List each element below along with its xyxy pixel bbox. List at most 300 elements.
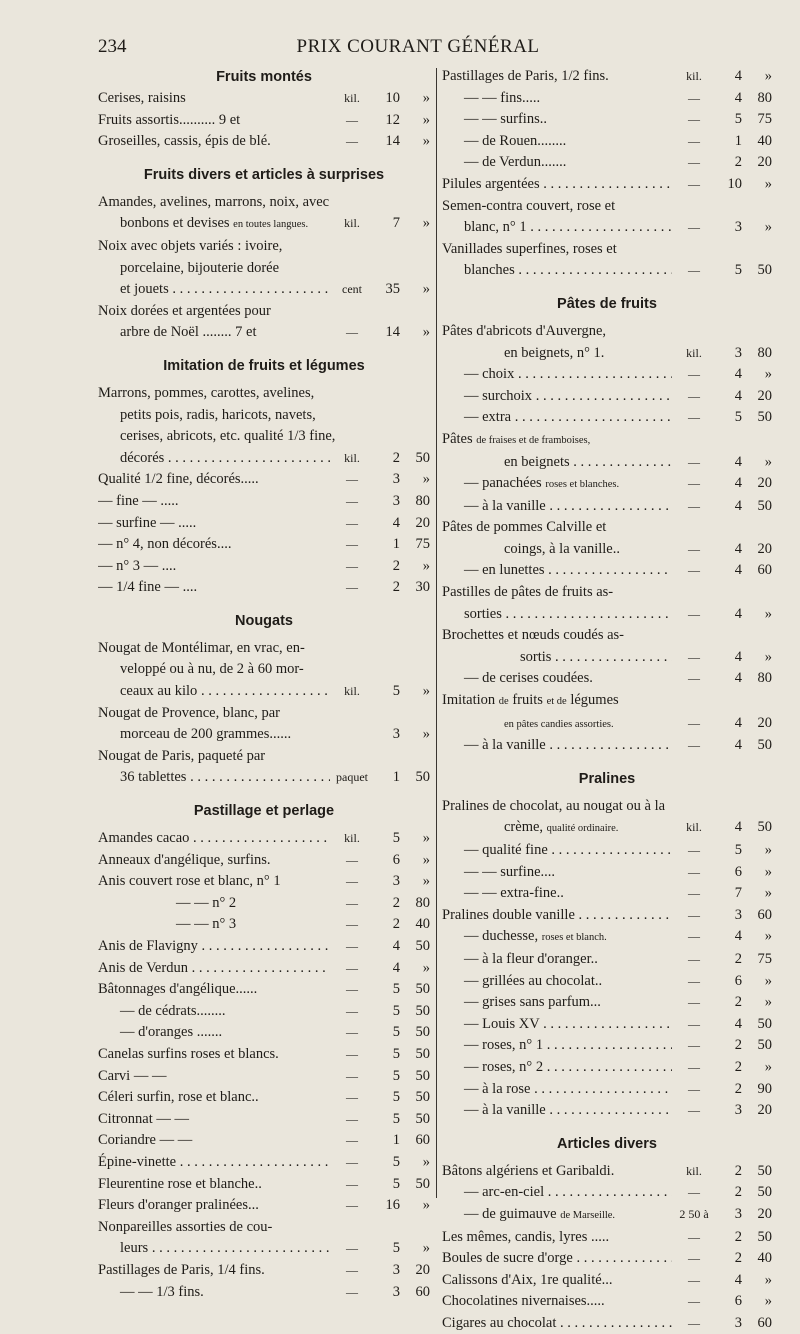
item-price: 60 (757, 562, 772, 579)
item-price: » (422, 873, 430, 890)
price-row (98, 1152, 430, 1174)
price-row (442, 949, 772, 971)
item-label: — — n° 2 (176, 894, 237, 911)
item-price: 75 (757, 111, 772, 128)
price-row (442, 88, 772, 110)
item-price: 4 (392, 959, 400, 976)
price-line: Pastilles de pâtes de fruits as- (442, 584, 614, 601)
item-label: — — n° 3 (176, 916, 237, 933)
item-label: — n° 3 — .... (98, 557, 177, 574)
item-price: 5 (392, 981, 400, 998)
item-label: Boules de sucre d'orge . . . (442, 1248, 672, 1270)
item-unit: — (346, 960, 358, 975)
item-price: 50 (757, 1184, 772, 1201)
item-unit: — (346, 939, 358, 953)
item-price: 50 (415, 1110, 430, 1127)
item-price: 4 (734, 737, 742, 754)
item-price: 2 (734, 1037, 742, 1054)
item-price: » (764, 842, 772, 858)
item-price: 50 (757, 497, 772, 514)
item-price: 3 (734, 906, 742, 923)
item-price: 2 (734, 1058, 742, 1075)
item-label: — surchoix . . . (442, 386, 672, 408)
item-label: Pastillages de Paris, 1/4 fins. (98, 1261, 265, 1278)
item-price: 4 (392, 938, 400, 954)
item-price: 7 (734, 885, 742, 902)
item-label: — — surfins.. (464, 111, 547, 128)
item-price: » (764, 1271, 772, 1288)
item-price: 4 (734, 387, 742, 404)
price-line: Brochettes et nœuds coudés as- (442, 627, 625, 644)
item-price: 5 (734, 842, 742, 858)
item-price: 20 (757, 387, 772, 404)
price-row (98, 828, 430, 850)
price-row (442, 1204, 772, 1227)
item-price: 50 (757, 1015, 772, 1032)
price-row (98, 1238, 430, 1260)
item-unit: — (688, 951, 700, 966)
item-price: » (422, 111, 430, 128)
item-unit: — (688, 155, 700, 170)
item-label: — Louis XV . . . (442, 1014, 672, 1036)
item-price: 50 (757, 1228, 772, 1245)
item-price: » (764, 68, 772, 84)
item-price: 3 (392, 873, 400, 890)
item-price: 2 (392, 579, 400, 596)
item-price: 10 (727, 175, 742, 192)
item-label: — — extra-fine.. (464, 885, 564, 902)
item-label: — de guimauve de Marseille. (464, 1205, 616, 1222)
item-unit: 2 50 à (679, 1206, 709, 1221)
item-price: 2 (734, 1080, 742, 1097)
price-row (98, 534, 430, 556)
price-row (442, 174, 772, 196)
item-unit: — (346, 1262, 358, 1277)
item-price: 2 (734, 1250, 742, 1267)
item-label: — à la rose . . . (442, 1079, 672, 1101)
price-row (442, 407, 772, 429)
item-unit: — (688, 738, 700, 753)
item-price: 50 (415, 1045, 430, 1062)
page-number: 234 (98, 36, 127, 57)
price-row (98, 110, 430, 132)
item-unit: — (688, 671, 700, 686)
price-row (98, 1130, 430, 1152)
item-label: Cigares au chocolat . . . (442, 1313, 672, 1334)
item-unit: — (346, 982, 358, 997)
item-label: — roses, n° 2 . . . (442, 1057, 672, 1079)
rows-pastillage-2 (98, 1238, 430, 1303)
item-label: — grillées au chocolat.. (464, 972, 603, 989)
item-price: 60 (757, 906, 772, 923)
item-price: 5 (392, 1002, 400, 1019)
price-line: Noix dorées et argentées pour (98, 302, 271, 319)
price-row (442, 539, 772, 561)
price-row (442, 66, 772, 88)
item-unit: — (688, 563, 700, 578)
item-price: 2 (734, 950, 742, 967)
item-label: Bâtons algériens et Garibaldi. (442, 1162, 615, 1179)
item-price: 50 (415, 1089, 430, 1106)
item-price: 4 (734, 819, 742, 836)
item-price: 4 (734, 453, 742, 470)
item-price: 40 (757, 132, 772, 149)
item-price: 3 (392, 492, 400, 509)
item-price: 75 (415, 536, 430, 553)
item-price: 50 (415, 449, 430, 466)
price-line: Pâtes d'abricots d'Auvergne, (442, 322, 607, 339)
section-title-fruits-montes: Fruits montés (216, 69, 312, 85)
item-unit: — (346, 558, 358, 573)
item-price: 4 (734, 540, 742, 557)
section-title-pates: Pâtes de fruits (557, 295, 657, 312)
item-price: 12 (385, 111, 400, 128)
price-row (442, 1079, 772, 1101)
price-line: Marrons, pommes, carottes, avelines, (98, 384, 315, 401)
item-price: » (422, 133, 430, 150)
item-unit: — (346, 472, 358, 487)
price-line: Nonpareilles assorties de cou- (98, 1218, 273, 1235)
item-unit: — (688, 843, 700, 857)
item-label: Chocolatines nivernaises..... (442, 1293, 605, 1310)
price-row (442, 668, 772, 690)
price-row (442, 883, 772, 905)
item-label: décorés . . . (98, 448, 330, 470)
price-row (442, 452, 772, 474)
item-unit: — (688, 886, 700, 901)
price-row (98, 1087, 430, 1109)
price-row (442, 152, 772, 174)
item-price: 60 (415, 1283, 430, 1300)
item-price: 20 (757, 540, 772, 557)
item-unit: — (346, 1133, 358, 1148)
price-row: 36 tablettes . . . paquet 1 50 (98, 767, 430, 789)
item-price: 5 (392, 1240, 400, 1257)
item-price: » (422, 471, 430, 488)
price-row: sorties . . . — 4 » (442, 604, 772, 626)
price-line: Nougat de Provence, blanc, par (98, 704, 280, 721)
item-price: 20 (757, 714, 772, 731)
item-price: 2 (734, 1228, 742, 1245)
price-row (442, 386, 772, 408)
item-price: 80 (757, 344, 772, 361)
price-line: Pralines de chocolat, au nougat ou à la (442, 797, 666, 814)
item-label: — d'oranges ....... (120, 1024, 223, 1041)
section-title-imitation: Imitation de fruits et légumes (163, 357, 365, 374)
item-price: 5 (392, 830, 400, 847)
item-label: — à la vanille . . . (442, 735, 672, 757)
item-unit: — (346, 1284, 358, 1299)
item-price: 4 (734, 648, 742, 665)
item-price: 2 (734, 1162, 742, 1179)
item-label: sortis . . . (442, 647, 672, 669)
item-label: leurs . . . (98, 1238, 330, 1260)
item-unit: — (688, 498, 700, 513)
item-unit: — (688, 1081, 700, 1096)
item-price: » (422, 90, 430, 106)
item-price: » (422, 830, 430, 847)
item-price: 5 (734, 111, 742, 128)
item-price: 50 (415, 1002, 430, 1019)
item-price: 20 (415, 514, 430, 531)
price-row (442, 713, 772, 736)
item-price: 5 (392, 1153, 400, 1170)
item-unit: — (688, 410, 700, 425)
item-unit: — (688, 388, 700, 403)
item-price: » (764, 366, 772, 383)
price-line: Nougat de Montélimar, en vrac, en- (98, 639, 305, 656)
price-row (98, 448, 430, 470)
item-price: 5 (392, 1110, 400, 1127)
price-row (98, 1282, 430, 1304)
item-price: 40 (757, 1250, 772, 1267)
item-price: » (764, 175, 772, 192)
price-row (98, 469, 430, 491)
price-row (442, 364, 772, 386)
item-price: 2 (392, 916, 400, 933)
item-label: Cerises, raisins (98, 90, 186, 106)
item-unit: — (688, 1229, 700, 1244)
price-row (442, 343, 772, 365)
item-unit: — (688, 1059, 700, 1074)
item-price: 6 (392, 851, 400, 868)
price-row (98, 893, 430, 915)
item-unit: — (688, 649, 700, 664)
item-price: » (764, 1293, 772, 1310)
price-row (98, 1174, 430, 1196)
rows-fruits-montes (98, 88, 430, 153)
price-row (98, 1260, 430, 1282)
price-row: arbre de Noël ........ 7 et — 14 » (120, 324, 430, 341)
item-label: Canelas surfins roses et blancs. (98, 1045, 279, 1062)
item-price: 50 (757, 819, 772, 836)
price-row (442, 817, 772, 840)
item-price: 3 (734, 1314, 742, 1331)
item-price: 60 (757, 1314, 772, 1331)
item-unit: — (688, 1272, 700, 1287)
item-price: 6 (734, 1293, 742, 1310)
item-price: 4 (734, 928, 742, 945)
price-row (98, 936, 430, 958)
item-label: Pralines double vanille . . . (442, 905, 672, 927)
item-unit: kil. (344, 91, 360, 105)
item-label: — extra . . . (442, 407, 672, 429)
item-price: 5 (392, 1024, 400, 1041)
price-row (442, 496, 772, 518)
item-price: 4 (734, 562, 742, 579)
item-unit: kil. (686, 345, 702, 360)
price-row (98, 491, 430, 513)
section-title-fruits-divers: Fruits divers et articles à surprises (143, 166, 385, 183)
item-price: 4 (734, 670, 742, 687)
price-row (442, 109, 772, 131)
item-price: » (764, 972, 772, 989)
price-line: Amandes, avelines, marrons, noix, avec (98, 193, 330, 210)
price-row (98, 131, 430, 153)
item-price: » (764, 928, 772, 945)
price-line: Pâtes de pommes Calville et (442, 519, 607, 536)
running-title: PRIX COURANT GÉNÉRAL (296, 36, 540, 57)
price-row (442, 647, 772, 669)
item-unit: — (688, 1016, 700, 1031)
item-unit: — (688, 1294, 700, 1309)
item-unit: — (346, 134, 358, 149)
item-unit: — (346, 1003, 358, 1018)
item-label: Anneaux d'angélique, surfins. (98, 851, 271, 868)
item-label: — à la vanille . . . (442, 496, 672, 518)
item-label: — de cerises coudées. (464, 670, 593, 687)
price-row (98, 871, 430, 893)
item-price: 20 (757, 1205, 772, 1222)
right-column (442, 66, 772, 1334)
item-price: » (422, 959, 430, 976)
item-unit: — (346, 917, 358, 932)
item-unit: — (346, 1198, 358, 1213)
section-title-pralines: Pralines (578, 770, 636, 787)
item-label: — de cédrats........ (120, 1002, 226, 1019)
item-price: 30 (415, 579, 430, 596)
item-unit: kil. (344, 450, 360, 465)
price-row (98, 914, 430, 936)
item-price: 50 (415, 938, 430, 954)
item-price: » (764, 453, 772, 470)
price-row: blanc, n° 1 . . . — 3 » (442, 217, 772, 239)
item-label: — arc-en-ciel . . . (442, 1182, 672, 1204)
item-price: » (764, 863, 772, 880)
item-unit: — (688, 1038, 700, 1053)
item-label: Anis de Flavigny . . . (98, 936, 330, 958)
item-unit: — (346, 1111, 358, 1126)
item-price: 2 (734, 994, 742, 1011)
price-row (442, 992, 772, 1014)
price-row (442, 1313, 772, 1334)
item-price: 3 (392, 471, 400, 488)
price-row (442, 1057, 772, 1079)
item-unit: — (346, 112, 358, 127)
item-unit: — (346, 895, 358, 910)
item-price: » (764, 648, 772, 665)
item-unit: — (346, 1176, 358, 1191)
column-divider (436, 68, 437, 1198)
price-row (442, 1270, 772, 1292)
item-unit: kil. (686, 69, 702, 83)
price-row (442, 971, 772, 993)
item-price: 2 (734, 154, 742, 171)
price-row: morceau de 200 grammes...... 3 » (120, 726, 430, 743)
item-price: 4 (734, 1015, 742, 1032)
price-line: veloppé ou à nu, de 2 à 60 mor- (120, 661, 304, 678)
item-label: — — surfine.... (464, 863, 556, 880)
item-unit: — (688, 541, 700, 556)
item-unit: — (688, 864, 700, 879)
item-price: 4 (734, 497, 742, 514)
price-row (98, 979, 430, 1001)
item-price: 3 (734, 344, 742, 361)
item-label: Carvi — — (98, 1067, 167, 1084)
item-price: 20 (757, 154, 772, 171)
price-line: petits pois, radis, haricots, navets, (120, 406, 316, 423)
item-price: 3 (392, 1261, 400, 1278)
item-label: — choix . . . (442, 364, 672, 386)
item-label: Anis couvert rose et blanc, n° 1 (98, 873, 281, 890)
price-row: blanches . . . — 5 50 (442, 260, 772, 282)
price-line: porcelaine, bijouterie dorée (120, 259, 280, 276)
price-row: et jouets . . . cent 35 » (98, 279, 430, 301)
price-row (442, 1161, 772, 1183)
rows-imitation (98, 448, 430, 599)
price-row (98, 1022, 430, 1044)
item-unit: — (688, 995, 700, 1010)
item-price: 80 (757, 89, 772, 106)
price-line: Pâtes de fraises et de framboises, (442, 430, 591, 447)
item-label: en pâtes candies assorties. (504, 718, 614, 730)
item-price: 5 (392, 1045, 400, 1062)
section-title-divers: Articles divers (557, 1135, 657, 1152)
item-label: — à la fleur d'oranger.. (464, 950, 598, 967)
item-unit: — (346, 874, 358, 889)
item-price: 90 (757, 1080, 772, 1097)
item-price: 80 (415, 894, 430, 911)
item-price: 60 (415, 1132, 430, 1149)
item-label: — de Rouen........ (464, 132, 567, 149)
item-unit: — (346, 580, 358, 595)
item-label: Anis de Verdun . . . (98, 958, 330, 980)
item-label: Fleurs d'oranger pralinées... (98, 1197, 259, 1214)
price-row (98, 958, 430, 980)
item-label: — fine — ..... (98, 492, 179, 509)
item-label: — à la vanille . . . (442, 1100, 672, 1122)
item-price: 50 (757, 1037, 772, 1054)
item-price: 10 (385, 90, 400, 106)
price-row (98, 556, 430, 578)
price-line: Vanillades superfines, roses et (442, 240, 617, 257)
item-label: Les mêmes, candis, lyres ..... (442, 1228, 610, 1245)
item-price: 4 (734, 366, 742, 383)
item-label: Qualité 1/2 fine, décorés..... (98, 471, 259, 488)
item-unit: — (346, 1046, 358, 1061)
item-price: 3 (734, 1102, 742, 1119)
price-row (98, 1109, 430, 1131)
item-price: » (422, 1240, 430, 1257)
price-line: Noix avec objets variés : ivoire, (98, 237, 283, 254)
price-row (442, 1291, 772, 1313)
rows-divers (442, 1161, 772, 1334)
item-price: 20 (757, 1102, 772, 1119)
item-label: — duchesse, roses et blanch. (464, 928, 607, 945)
item-unit: — (346, 852, 358, 867)
item-label: — grises sans parfum... (464, 994, 601, 1011)
item-label: — roses, n° 1 . . . (442, 1035, 672, 1057)
item-price: 2 (392, 894, 400, 911)
price-line: cerises, abricots, etc. qualité 1/3 fine, (120, 428, 336, 445)
price-row (442, 473, 772, 496)
item-price: 75 (757, 950, 772, 967)
price-line: Imitation de fruits et de légumes (442, 692, 619, 709)
item-unit: — (688, 133, 700, 148)
item-unit: — (688, 907, 700, 922)
price-row (442, 1100, 772, 1122)
item-label: crème, qualité ordinaire. (504, 819, 619, 836)
price-row: ceaux au kilo . . . kil. 5 » (98, 681, 430, 703)
item-price: 80 (757, 670, 772, 687)
item-label: Amandes cacao . . . (98, 828, 330, 850)
price-row (442, 735, 772, 757)
item-price: » (764, 885, 772, 902)
item-label: Coriandre — — (98, 1132, 193, 1149)
item-price: 3 (392, 1283, 400, 1300)
item-label: Pastillages de Paris, 1/2 fins. (442, 68, 609, 84)
item-price: 16 (385, 1197, 400, 1214)
